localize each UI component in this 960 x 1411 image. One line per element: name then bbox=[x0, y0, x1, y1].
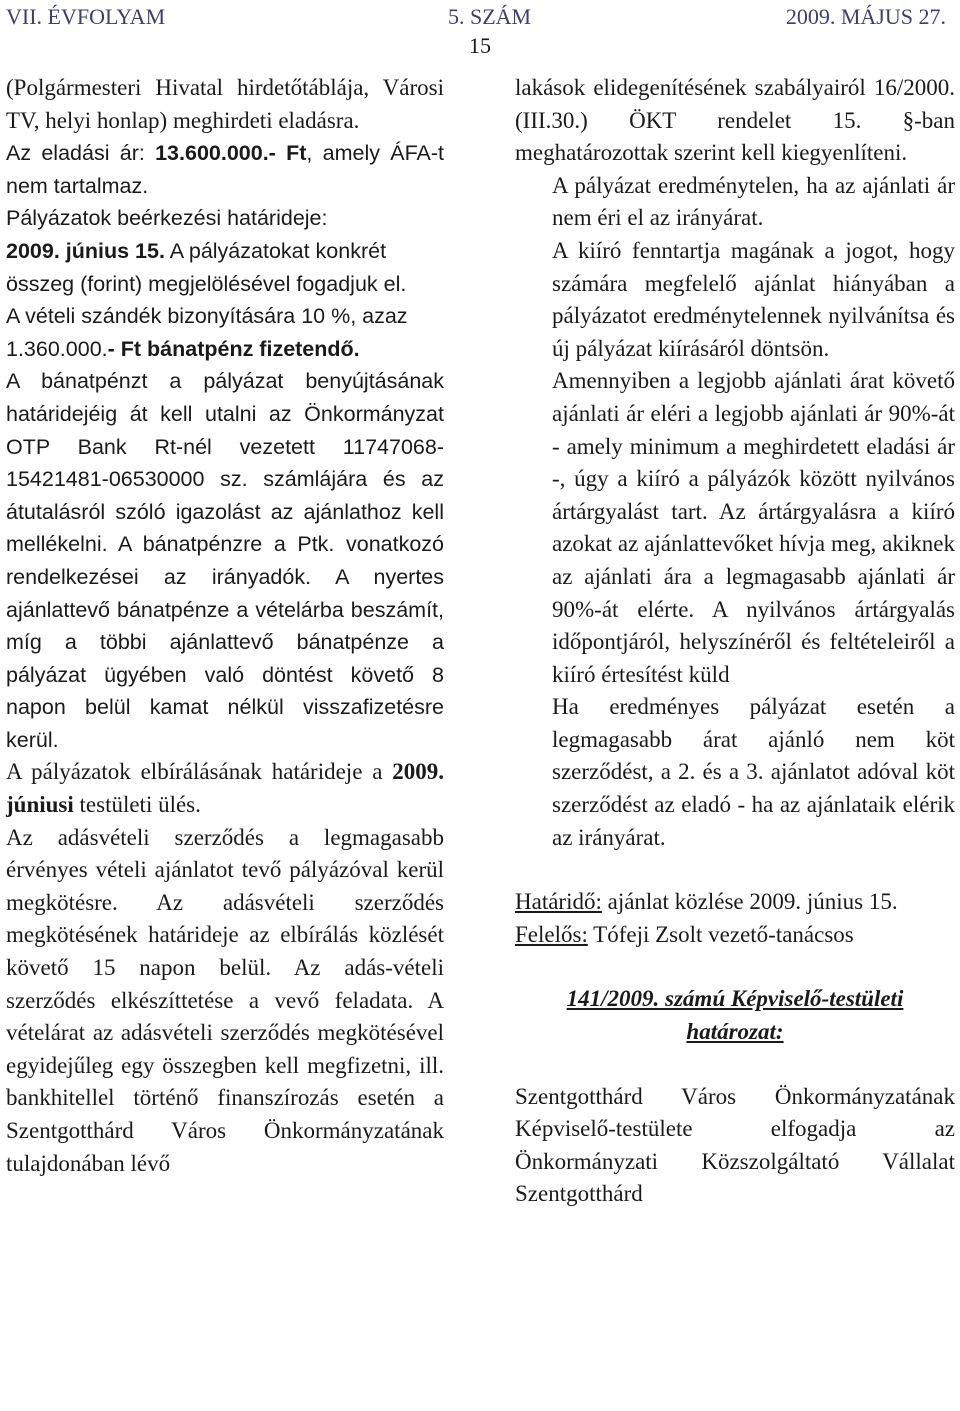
volume-label: VII. ÉVFOLYAM bbox=[6, 4, 166, 29]
evaluation-paragraph bbox=[6, 756, 444, 821]
price-note: , amely ÁFA-t nem tartalmaz. bbox=[6, 141, 444, 198]
fallback-paragraph: Ha eredményes pályázat esetén a legmagasabb árat ajánló nem köt szerződést, a 2. és a 3. ajánlatot adóval köt szerződést az eladó - ha az ajánlataik elérik az irányárat. bbox=[552, 694, 955, 850]
responsible-text: Tófeji Zsolt vezető-tanácsos bbox=[587, 921, 854, 947]
reservation-paragraph: A kiíró fenntartja magának a jogot, hogy számára megfelelő ajánlat hiányában a pályázatot eredménytelennek nyilvánítsa és új pályázat kiírásáról döntsön. bbox=[552, 237, 955, 361]
deadline-text: ajánlat közlése 2009. június 15. bbox=[601, 889, 898, 915]
page-number: 15 bbox=[469, 33, 491, 58]
unsuccessful-paragraph: A pályázat eredménytelen, ha az ajánlati ár nem éri el az irányárat. bbox=[552, 172, 955, 231]
deposit-note: - Ft bánatpénz fizetendő. bbox=[107, 336, 360, 361]
price-paragraph bbox=[6, 137, 444, 202]
deadline-rest: A pályázatokat konkrét összeg (forint) megjelölésével fogadjuk el. bbox=[6, 238, 407, 296]
responsible-line bbox=[515, 919, 955, 952]
deadline-paragraph bbox=[6, 235, 444, 300]
resolution-title: 141/2009. számú Képviselő-testületi határozat: bbox=[566, 986, 904, 1045]
price-label: Az eladási ár: bbox=[6, 141, 156, 166]
left-column bbox=[6, 72, 444, 1180]
intro-paragraph: (Polgármesteri Hivatal hirdetőtáblája, Városi TV, helyi honlap) meghirdeti eladásra. bbox=[6, 75, 444, 133]
deposit-transfer-paragraph: A bánatpénzt a pályázat benyújtásának határidejéig át kell utalni az Önkormányzat OTP Bank Rt-nél vezetett 11747068-15421481-06530000 sz. számlájára és az átutalásról szóló igazolást az ajánlathoz kell mellékelni. A bánatpénzre a Ptk. vonatkozó rendelkezései az irányadók. A nyertes ajánlattevő bánatpénze a vételárba beszámít, míg a többi ajánlattevő bánatpénze a pályázat ügyében való döntést követő 8 napon belül kamat nélkül visszafizetésre kerül. bbox=[6, 369, 444, 752]
page-header bbox=[6, 4, 954, 30]
evaluation-rest: testületi ülés. bbox=[73, 792, 201, 818]
deposit-amount: A vételi szándék bizonyítására 10 %, azaz 1.360.000. bbox=[6, 304, 408, 361]
issue-label: 5. SZÁM bbox=[448, 4, 532, 29]
responsible-label: Felelős: bbox=[515, 921, 588, 947]
deadline-label-right: Határidő: bbox=[515, 889, 602, 915]
evaluation-date: 2009. júniusi bbox=[6, 759, 444, 818]
evaluation-text: A pályázatok elbírálásának határideje a bbox=[6, 759, 393, 785]
resolution-text: Szentgotthárd Város Önkormányzatának Képviselő-testülete elfogadja az Önkormányzati Közszolgáltató Vállalat Szentgotthárd bbox=[515, 1083, 955, 1207]
spacer bbox=[515, 1049, 955, 1081]
spacer bbox=[515, 854, 955, 886]
deposit-paragraph bbox=[6, 300, 444, 365]
deadline-date: 2009. június 15. bbox=[6, 238, 165, 263]
payment-paragraph: lakások elidegenítésének szabályairól 16/2000.(III.30.) ÖKT rendelet 15. §-ban meghatározottak szerint kell kiegyenlíteni. bbox=[515, 75, 955, 166]
date-label: 2009. MÁJUS 27. bbox=[785, 4, 946, 29]
conditions-block bbox=[515, 170, 955, 854]
deadline-line bbox=[515, 886, 955, 919]
contract-paragraph: Az adásvételi szerződés a legmagasabb érvényes vételi ajánlatot tevő pályázóval kerül megkötésre. Az adásvételi szerződés megkötésének határideje az elbírálás közlését követő 15 napon belül. Az adás-vételi szerződés elkészíttetése a vevő feladata. A vételárat az adásvételi szerződés megkötésével egyidejűleg egy összegben kell megfizetni, ill. bankhitellel történő finanszírozás esetén a Szentgotthárd Város Önkormányzatának tulajdonában lévő bbox=[6, 824, 444, 1176]
deadline-label: Pályázatok beérkezési határideje: bbox=[6, 206, 328, 231]
price-value: 13.600.000.- Ft bbox=[155, 141, 307, 166]
spacer bbox=[515, 951, 955, 983]
right-column bbox=[515, 72, 955, 1211]
negotiation-paragraph: Amennyiben a legjobb ajánlati árat követő ajánlati ár eléri a legjobb ajánlati ár 90%-át - amely minimum a meghirdetett eladási ár -, úgy a kiíró a pályázók között nyilvános ártárgyalást tart. Az ártárgyalásra a kiíró azokat az ajánlattevőket hívja meg, akiknek az ajánlati ára a legmagasabb ajánlati ár 90%-át elérte. A nyilvános ártárgyalás időpontjáról, helyszínéről és feltételeiről a kiíró értesítést küld bbox=[552, 368, 955, 687]
